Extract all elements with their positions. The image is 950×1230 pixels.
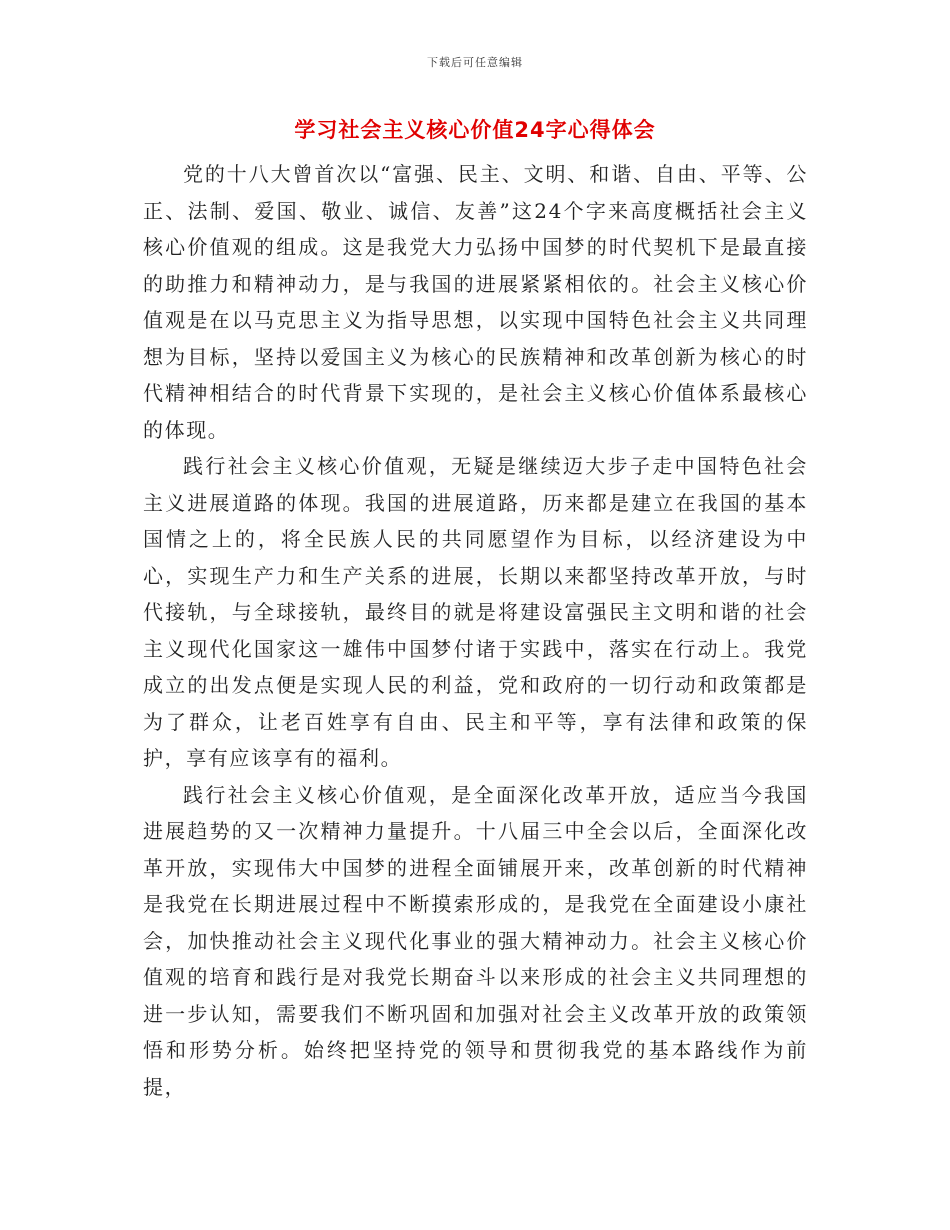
header-note: 下载后可任意编辑 (427, 56, 523, 69)
paragraph: 践行社会主义核心价值观，无疑是继续迈大步子走中国特色社会主义进展道路的体现。我国的进展道路，历来都是建立在我国的基本国情之上的，将全民族人民的共同愿望作为目标，以经济建设为中心，实现生产力和生产关系的进展，长期以来都坚持改革开放，与时代接轨，与全球接轨，最终目的就是将建设富强民主文明和谐的社会主义现代化国家这一雄伟中国梦付诸于实践中，落实在行动上。我党成立的出发点便是实现人民的利益，党和政府的一切行动和政策都是为了群众，让老百姓享有自由、民主和平等，享有法律和政策的保护，享有应该享有的福利。 (143, 454, 808, 770)
paragraph: 践行社会主义核心价值观，是全面深化改革开放，适应当今我国进展趋势的又一次精神力量提升。十八届三中全会以后，全面深化改革开放，实现伟大中国梦的进程全面铺展开来，改革创新的时代精神是我党在长期进展过程中不断摸索形成的，是我党在全面建设小康社会，加快推动社会主义现代化事业的强大精神动力。社会主义核心价值观的培育和践行是对我党长期奋斗以来形成的社会主义共同理想的进一步认知，需要我们不断巩固和加强对社会主义改革开放的政策领悟和形势分析。始终把坚持党的领导和贯彻我党的基本路线作为前提， (143, 782, 808, 1099)
document-title: 学习社会主义核心价值24字心得体会 (294, 118, 656, 142)
paragraph: 党的十八大曾首次以“富强、民主、文明、和谐、自由、平等、公正、法制、爱国、敬业、诚信、友善”这24个字来高度概括社会主义核心价值观的组成。这是我党大力弘扬中国梦的时代契机下是最直接的助推力和精神动力，是与我国的进展紧紧相依的。社会主义核心价值观是在以马克思主义为指导思想，以实现中国特色社会主义共同理想为目标，坚持以爱国主义为核心的民族精神和改革创新为核心的时代精神相结合的时代背景下实现的，是社会主义核心价值体系最核心的体现。 (143, 162, 808, 442)
document-body (143, 156, 808, 1105)
